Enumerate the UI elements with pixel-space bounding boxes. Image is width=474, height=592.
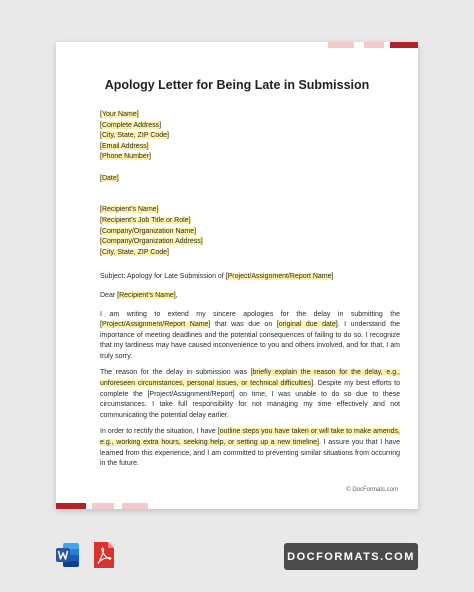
paragraph-apology: I am writing to extend my sincere apologies for the delay in submitting the [Project/Assignment/Report Name] that was due on [original due date]. I understand the importance of meeting deadlines and the potential consequences of failing to do so. I recognize that my tardiness may have caused inconvenience to you and others involved, and for that, I am truly sorry.	[100, 310, 400, 360]
recipient-line: [Recipient’s Name]	[100, 206, 159, 214]
salutation: Dear [Recipient’s Name],	[100, 291, 178, 299]
top-accent-bars	[328, 42, 418, 48]
pdf-icon[interactable]	[92, 541, 116, 569]
subject-line: Subject: Apology for Late Submission of [Project/Assignment/Report Name]	[100, 273, 334, 281]
sender-line: [Your Name]	[100, 111, 139, 118]
sender-line: [Email Address]	[100, 142, 149, 150]
word-icon[interactable]	[56, 541, 80, 569]
bottom-accent-bars	[56, 503, 148, 509]
recipient-line: [Company/Organization Address]	[100, 238, 203, 246]
sender-line: [City, State, ZIP Code]	[100, 132, 169, 140]
paragraph-rectify: In order to rectify the situation, I have [outline steps you have taken or will take to make amends, e.g., working extra hours, seeking help, or setting up a new timeline]. I assure you that I have learned from this experience, and I am committed to preventing similar situations from occurring in the future.	[100, 428, 400, 468]
letter-page	[56, 42, 418, 509]
sender-line: [Phone Number]	[100, 153, 151, 161]
recipient-block	[100, 205, 400, 258]
copyright-text: © DocFormats.com	[346, 487, 398, 493]
paragraph-reason: The reason for the delay in submission was [briefly explain the reason for the delay, e.g., unforeseen circumstances, personal issues, or technical difficulties]. Despite my best efforts to complete the [Project/Assignment/Report] on time, I was unable to do so due to these circumstances. I take full responsibility for not managing my time effectively and not communicating the potential delay earlier.	[100, 369, 400, 419]
recipient-line: [Recipient’s Job Title or Role]	[100, 216, 191, 224]
recipient-line: [Company/Organization Name]	[100, 227, 197, 235]
docformats-brand-button[interactable]: DOCFORMATS.COM	[284, 543, 418, 570]
sender-line: [Complete Address]	[100, 121, 162, 129]
letter-title: Apology Letter for Being Late in Submission	[104, 78, 370, 92]
recipient-line: [City, State, ZIP Code]	[100, 248, 169, 256]
date-field: [Date]	[100, 174, 119, 182]
sender-block	[100, 110, 400, 163]
letter-body	[100, 110, 400, 476]
